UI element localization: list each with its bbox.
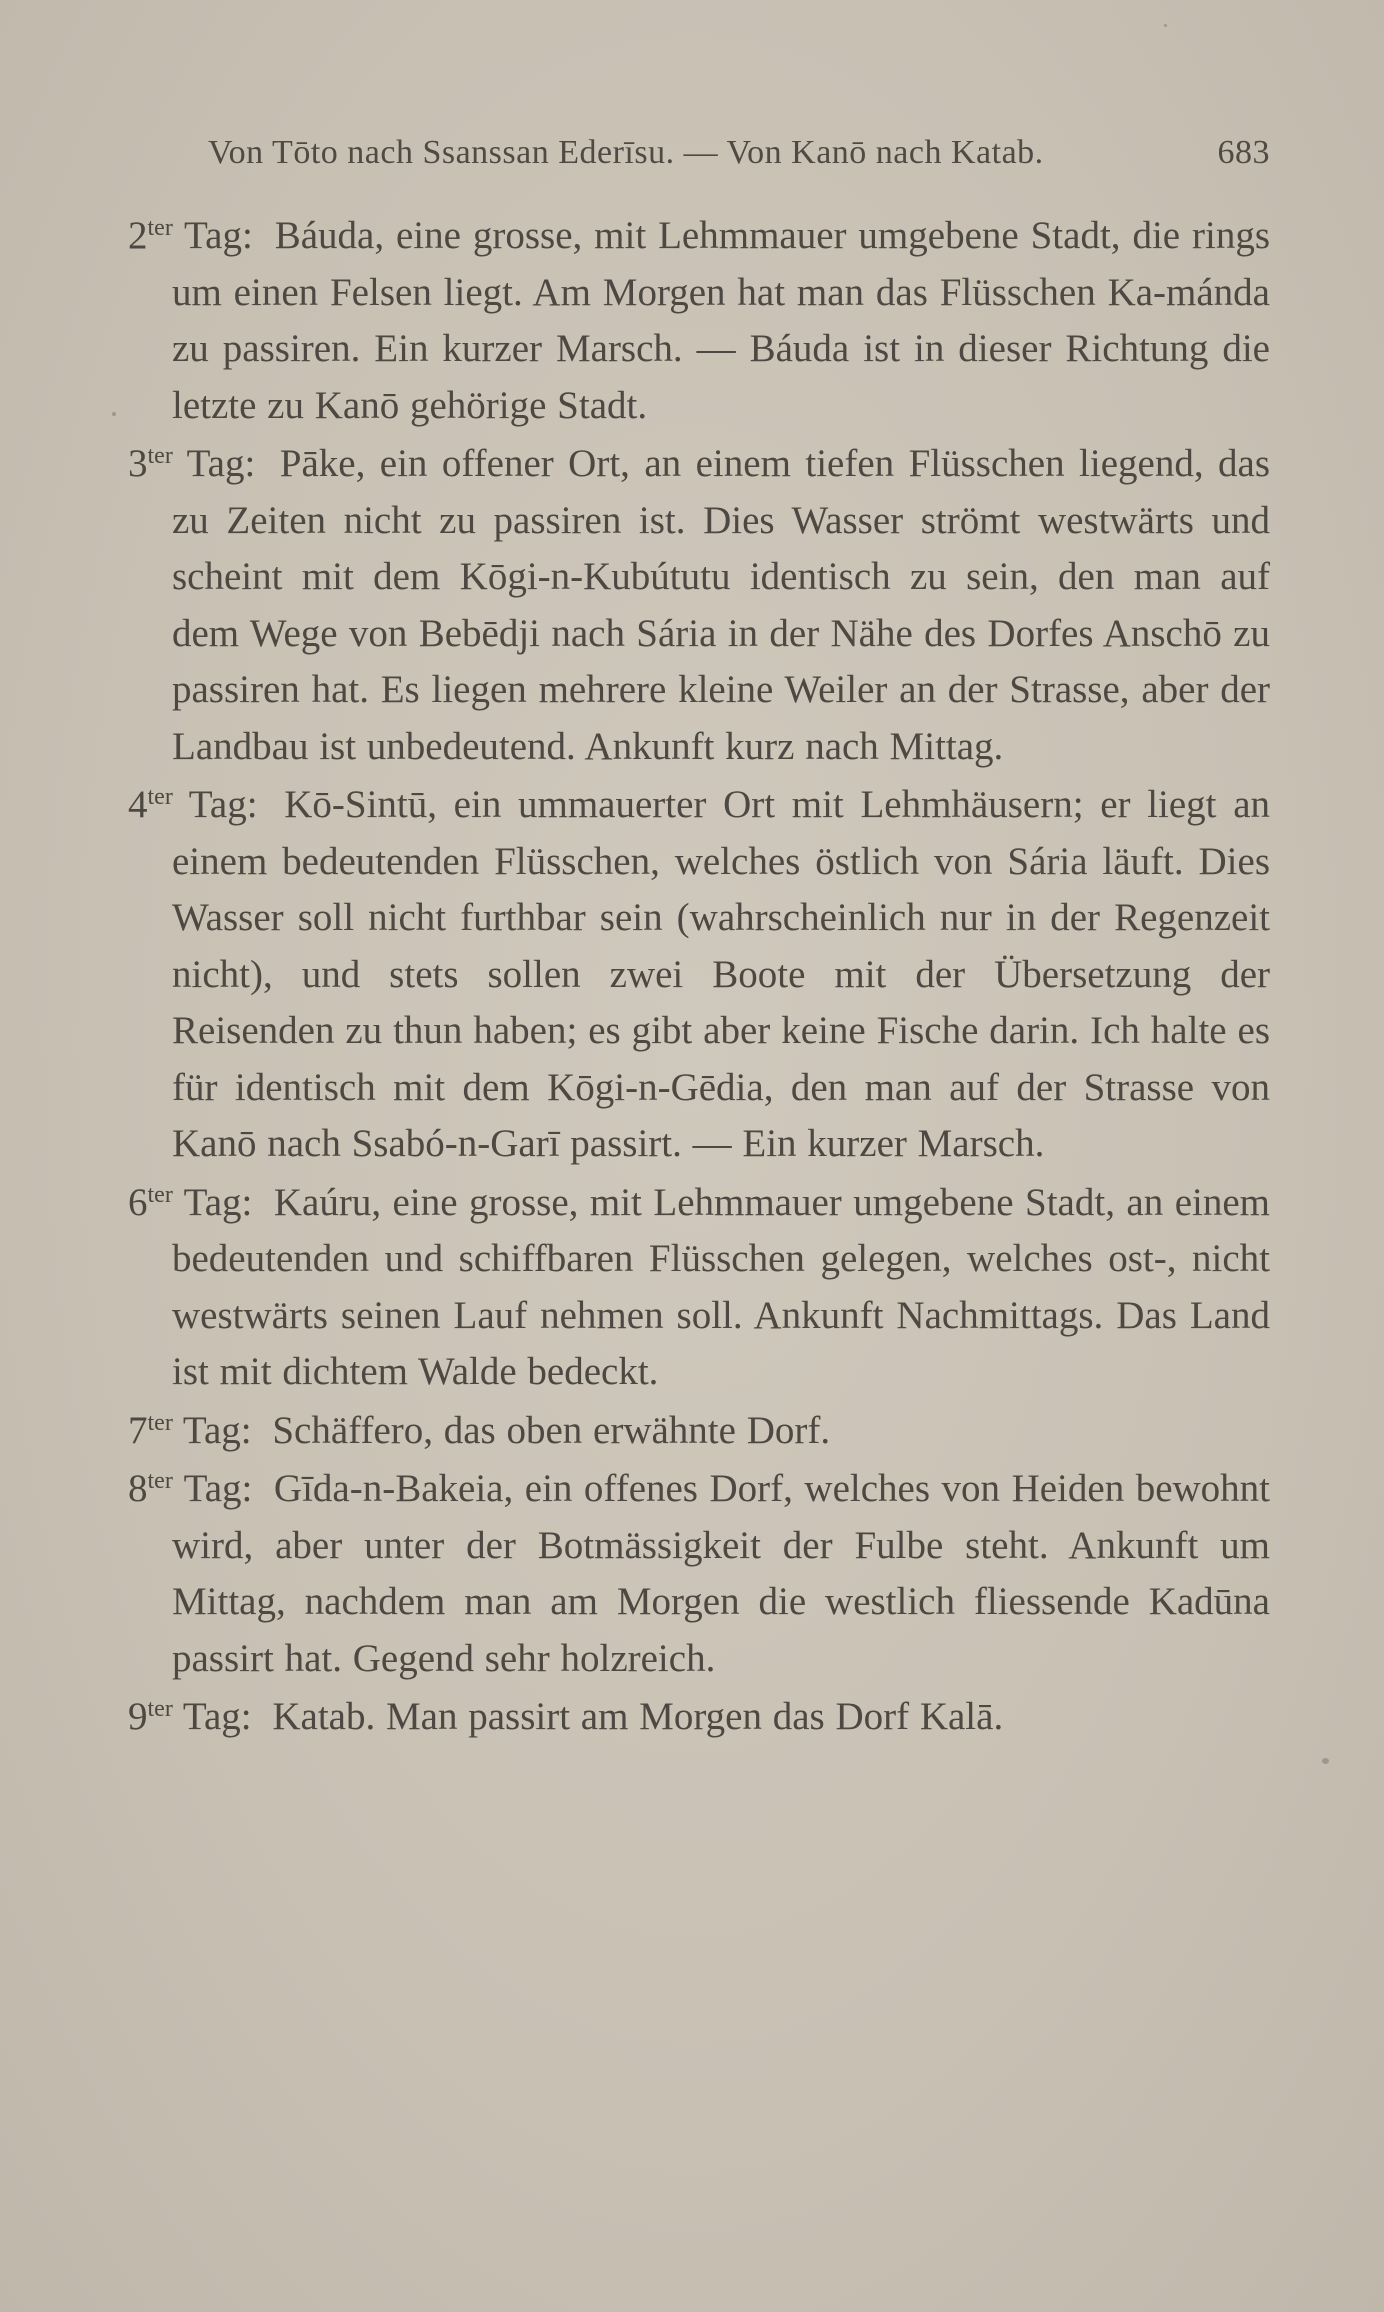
- ordinal-suffix: ter: [147, 784, 173, 810]
- entry-text: Báuda, eine grosse, mit Lehmmauer umgebene Stadt, die rings um einen Felsen liegt. Am Morgen hat man das Flüsschen Ka-mánda zu passiren. Ein kurzer Marsch. — Báuda ist in dieser Richtung die letzte zu Kanō gehörige Stadt.: [172, 214, 1271, 427]
- ordinal-suffix: ter: [147, 443, 173, 469]
- paper-speck: [112, 412, 116, 416]
- day-ordinal: [128, 1181, 173, 1224]
- ordinal-suffix: ter: [147, 1696, 173, 1722]
- itinerary-entry: [128, 777, 1270, 1173]
- day-ordinal: [128, 1409, 173, 1452]
- itinerary-entry: [128, 1403, 1270, 1460]
- itinerary-entry: [128, 436, 1270, 775]
- day-word: Tag:: [183, 1180, 253, 1224]
- day-ordinal: [128, 1467, 173, 1510]
- day-word: Tag:: [182, 1408, 252, 1452]
- entry-text: Kaúru, eine grosse, mit Lehmmauer umgebene Stadt, an einem bedeutenden und schiffbaren Flüsschen gelegen, welches ost-, nicht westwärts seinen Lauf nehmen soll. Ankunft Nachmittags. Das Land ist mit dichtem Walde bedeckt.: [172, 1180, 1271, 1393]
- day-word: Tag:: [184, 214, 253, 257]
- day-number: 9: [128, 1695, 148, 1738]
- day-number: 6: [128, 1180, 148, 1224]
- page-number: 683: [1217, 134, 1270, 171]
- day-word: Tag:: [182, 1695, 252, 1738]
- day-number: 2: [128, 214, 148, 257]
- paper-speck: [1322, 1758, 1329, 1764]
- day-ordinal: [128, 214, 173, 257]
- ordinal-suffix: ter: [147, 215, 173, 241]
- itinerary-entry: [128, 1175, 1270, 1401]
- day-word: Tag:: [188, 783, 258, 826]
- entry-text: Schäffero, das oben erwähnte Dorf.: [272, 1408, 831, 1452]
- ordinal-suffix: ter: [147, 1181, 173, 1208]
- running-head-title: Von Tōto nach Ssanssan Ederīsu. — Von Kanō nach Katab.: [208, 134, 1044, 171]
- itinerary-entry: [128, 1461, 1270, 1687]
- itinerary-entry: [128, 1689, 1270, 1746]
- entry-text: Katab. Man passirt am Morgen das Dorf Kalā.: [272, 1695, 1004, 1738]
- ordinal-suffix: ter: [147, 1468, 173, 1494]
- day-number: 8: [128, 1467, 148, 1510]
- day-number: 7: [128, 1408, 148, 1452]
- day-word: Tag:: [186, 442, 256, 485]
- day-ordinal: [128, 1695, 173, 1738]
- running-head: [208, 134, 1270, 178]
- entry-text: Kō-Sintū, ein ummauerter Ort mit Lehmhäusern; er liegt an einem bedeutenden Flüsschen, welches östlich von Sária läuft. Dies Wasser soll nicht furthbar sein (wahrscheinlich nur in der Regenzeit nicht), und stets sollen zwei Boote mit der Übersetzung der Reisenden zu thun haben; es gibt aber keine Fische darin. Ich halte es für identisch mit dem Kōgi-n-Gēdia, den man auf der Strasse von Kanō nach Ssabó-n-Garī passirt. — Ein kurzer Marsch.: [172, 783, 1271, 1165]
- entry-text: Pāke, ein offener Ort, an einem tiefen Flüsschen liegend, das zu Zeiten nicht zu passiren ist. Dies Wasser strömt westwärts und scheint mit dem Kōgi-n-Kubútutu identisch zu sein, den man auf dem Wege von Bebēdji nach Sária in der Nähe des Dorfes Anschō zu passiren hat. Es liegen mehrere kleine Weiler an der Strasse, aber der Landbau ist unbedeutend. Ankunft kurz nach Mittag.: [172, 442, 1271, 768]
- itinerary-entry: [128, 208, 1270, 434]
- paper-speck: [1164, 24, 1167, 27]
- ordinal-suffix: ter: [147, 1409, 173, 1436]
- itinerary-entries: [128, 208, 1270, 1748]
- day-ordinal: [128, 783, 173, 826]
- day-ordinal: [128, 442, 173, 485]
- entry-text: Gīda-n-Bakeia, ein offenes Dorf, welches von Heiden bewohnt wird, aber unter der Botmässigkeit der Fulbe steht. Ankunft um Mittag, nachdem man am Morgen die westlich fliessende Kadūna passirt hat. Gegend sehr holzreich.: [172, 1467, 1271, 1680]
- day-number: 4: [128, 783, 148, 826]
- day-word: Tag:: [183, 1467, 253, 1510]
- day-number: 3: [128, 442, 148, 485]
